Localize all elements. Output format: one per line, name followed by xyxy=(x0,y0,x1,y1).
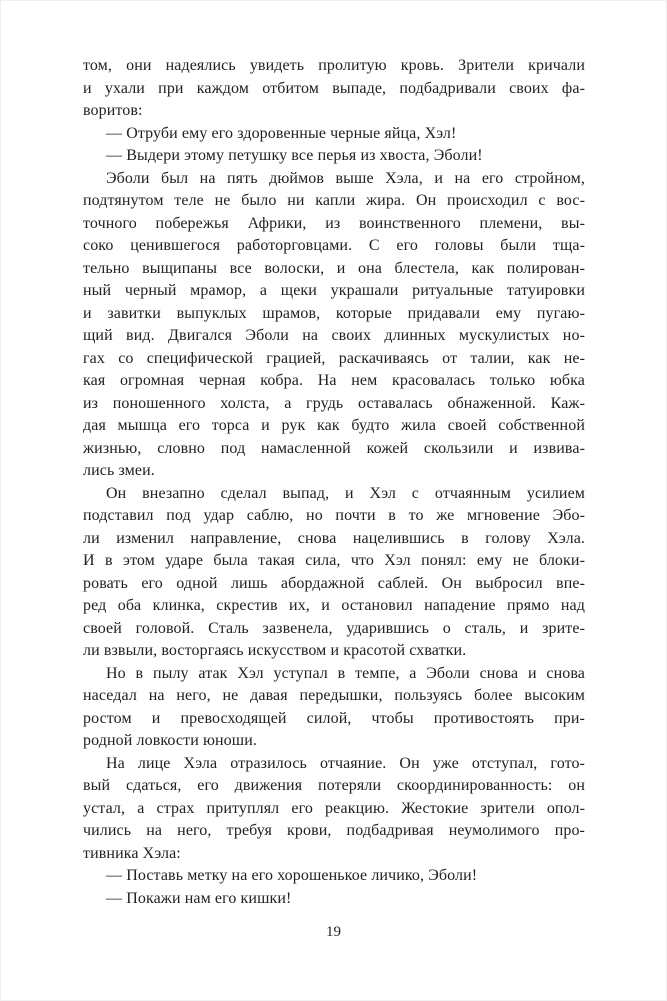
text-line: устал, а страх притуплял его реакцию. Жестокие зрители опол- xyxy=(83,799,585,817)
paragraph xyxy=(83,168,585,483)
text-line: из поношенного холста, а грудь оставалась обнаженной. Каж- xyxy=(83,394,585,412)
text-line: щий вид. Двигался Эболи на своих длинных мускулистых но- xyxy=(83,327,585,344)
text-line: точного побережья Африки, из воинственного племени, вы- xyxy=(83,214,585,232)
paragraph xyxy=(83,145,585,168)
text-line: ровать его одной лишь абордажной саблей. Он выбросил впе- xyxy=(83,574,585,592)
text-line: тельно выщипаны все волоски, и она блестела, как полирован- xyxy=(83,259,585,277)
text-line: лись змеи. xyxy=(83,462,155,479)
text-line: — Покажи нам его кишки! xyxy=(106,889,292,907)
text-line: подставил под удар саблю, но почти в то же мгновение Эбо- xyxy=(83,507,585,524)
text-line: — Выдери этому петушку все перья из хвоста, Эболи! xyxy=(106,147,483,164)
text-line: соко ценившегося работорговцами. С его головы были тща- xyxy=(83,237,585,254)
text-line: родной ловкости юноши. xyxy=(83,732,257,749)
paragraph xyxy=(83,888,585,911)
text-line: — Отруби ему его здоровенные черные яйца, Хэл! xyxy=(106,124,457,142)
text-line: наседал на него, не давая передышки, пользуясь более высоким xyxy=(83,687,585,704)
text-line: жизнью, словно под намасленной кожей скользили и извива- xyxy=(83,439,585,457)
text-line: дая мышца его торса и рук как будто жила своей собственной xyxy=(83,417,585,434)
text-line: Эболи был на пять дюймов выше Хэла, и на его стройном, xyxy=(106,169,585,187)
text-line: гах со специфической грацией, раскачиваясь от талии, как не- xyxy=(83,349,585,367)
page-number: 19 xyxy=(326,924,341,940)
text-line: воритов: xyxy=(83,102,143,119)
text-line: и завитки выпуклых шрамов, которые придавали ему пугаю- xyxy=(83,304,585,322)
text-line: ли взвыли, восторгаясь искусством и красотой схватки. xyxy=(83,642,467,659)
text-line: тивника Хэла: xyxy=(83,844,181,862)
text-line: кая огромная черная кобра. На нем красовалась только юбка xyxy=(83,372,585,389)
text-line: вый сдаться, его движения потеряли скоординированность: он xyxy=(83,777,585,794)
text-line: чились на него, требуя крови, подбадривая неумолимого про- xyxy=(83,822,585,839)
text-line: и ухали при каждом отбитом выпаде, подбадривали своих фа- xyxy=(83,79,585,97)
paragraph xyxy=(83,753,585,866)
paragraph xyxy=(83,483,585,663)
text-line: Но в пылу атак Хэл уступал в темпе, а Эболи снова и снова xyxy=(106,664,585,682)
text-line: — Поставь метку на его хорошенькое личико, Эболи! xyxy=(106,867,478,884)
text-line: ред оба клинка, скрестив их, и остановил нападение прямо над xyxy=(83,597,585,614)
text-line: ростом и превосходящей силой, чтобы противостоять при- xyxy=(83,709,585,727)
text-line: ный черный мрамор, а щеки украшали ритуальные татуировки xyxy=(83,282,585,299)
text-line: ли изменил направление, снова нацелившись в голову Хэла. xyxy=(83,529,585,547)
paragraph xyxy=(83,55,585,123)
text-line: том, они надеялись увидеть пролитую кровь. Зрители кричали xyxy=(83,57,585,74)
paragraph xyxy=(83,663,585,753)
text-line: своей головой. Сталь зазвенела, ударившись о сталь, и зрите- xyxy=(83,619,585,637)
text-line: И в этом ударе была такая сила, что Хэл понял: ему не блоки- xyxy=(83,552,585,569)
paragraph xyxy=(83,865,585,888)
text-line: На лице Хэла отразилось отчаяние. Он уже отступал, гото- xyxy=(106,754,585,772)
paragraph xyxy=(83,123,585,146)
page-text xyxy=(83,55,585,910)
text-line: подтянутом теле не было ни капли жира. Он происходил с вос- xyxy=(83,192,585,209)
text-line: Он внезапно сделал выпад, и Хэл с отчаянным усилием xyxy=(106,484,585,502)
